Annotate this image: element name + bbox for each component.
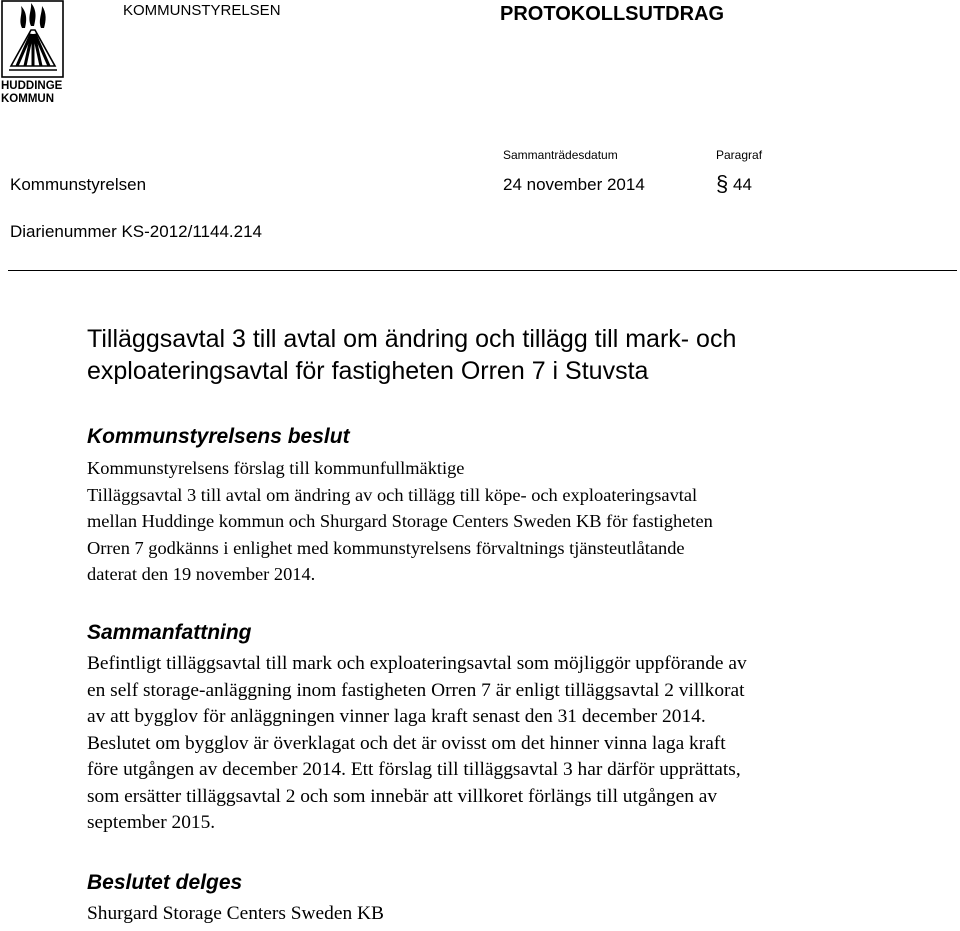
decision-line: mellan Huddinge kommun och Shurgard Storage Centers Sweden KB för fastigheten — [87, 511, 713, 531]
summary-line: Beslutet om bygglov är överklagat och det är ovisst om det hinner vinna laga kraft — [87, 732, 726, 754]
header-divider — [8, 270, 957, 271]
paragraph-label: Paragraf — [716, 148, 763, 162]
decision-heading: Kommunstyrelsens beslut — [87, 425, 350, 448]
diary-number: Diarienummer KS-2012/1144.214 — [10, 222, 262, 241]
paragraph-number: 44 — [733, 175, 752, 194]
distribution-heading: Beslutet delges — [87, 871, 243, 894]
meeting-date: 24 november 2014 — [503, 175, 645, 194]
decision-block — [87, 455, 713, 588]
decision-line: Orren 7 godkänns i enlighet med kommunstyrelsens förvaltnings tjänsteutlåtande — [87, 537, 685, 558]
summary-line: en self storage-anläggning inom fastigheten Orren 7 är enligt tilläggsavtal 2 villkorat — [87, 679, 745, 701]
distribution-recipient: Shurgard Storage Centers Sweden KB — [87, 903, 384, 924]
meeting-date-label: Sammanträdesdatum — [503, 148, 618, 162]
logo-text-1: HUDDINGE — [1, 80, 63, 92]
page-title-line-2: exploateringsavtal för fastigheten Orren 7 i Stuvsta — [87, 357, 649, 385]
decision-line: daterat den 19 november 2014. — [87, 564, 316, 584]
summary-heading: Sammanfattning — [87, 621, 252, 644]
doc-type: PROTOKOLLSUTDRAG — [500, 3, 725, 25]
summary-line: som ersätter tilläggsavtal 2 och som innebär att villkoret förlängs till utgången av — [87, 785, 718, 807]
summary-line: september 2015. — [87, 812, 216, 833]
paragraph-symbol: § — [716, 171, 729, 196]
body-name: Kommunstyrelsen — [10, 175, 147, 194]
summary-line: Befintligt tilläggsavtal till mark och exploateringsavtal som möjliggör uppförande av — [87, 653, 747, 674]
summary-line: före utgången av december 2014. Ett förslag till tilläggsavtal 3 har därför upprättats, — [87, 759, 741, 780]
decision-line: Tilläggsavtal 3 till avtal om ändring av och tillägg till köpe- och exploateringsavtal — [87, 484, 698, 505]
summary-line: av att bygglov för anläggningen vinner laga kraft senast den 31 december 2014. — [87, 706, 706, 727]
page-title-line-1: Tilläggsavtal 3 till avtal om ändring och tillägg till mark- och — [87, 325, 737, 353]
logo-text-2: KOMMUN — [1, 93, 55, 105]
decision-subheading: Kommunstyrelsens förslag till kommunfullmäktige — [87, 458, 465, 478]
summary-block — [87, 651, 747, 837]
huddinge-logo — [1, 0, 65, 108]
org-name: KOMMUNSTYRELSEN — [123, 2, 281, 19]
